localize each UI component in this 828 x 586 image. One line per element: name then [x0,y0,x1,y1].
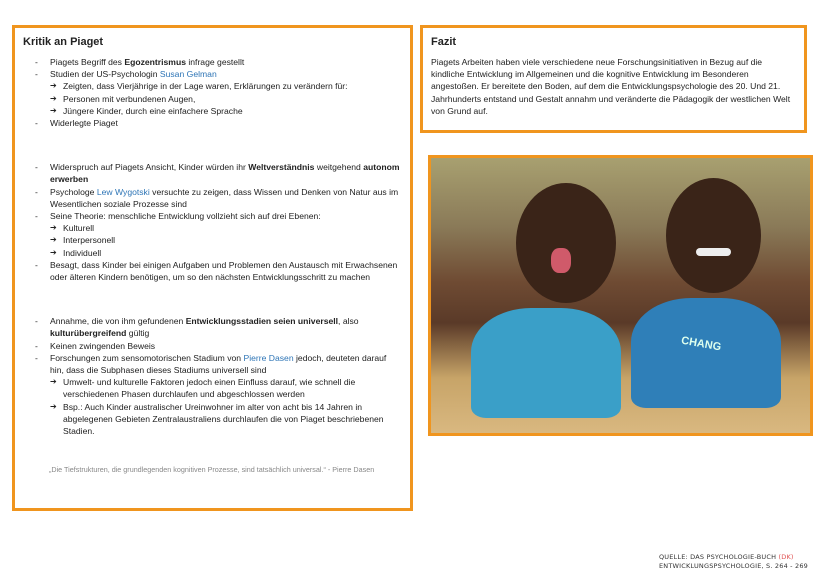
list-item: - Widerlegte Piaget [23,117,402,129]
arrow-item: ➔ Personen mit verbundenen Augen, [23,93,402,105]
fazit-panel [420,25,807,133]
fazit-text: Piagets Arbeiten haben viele verschiedene neue Forschungsinitiativen in Bezug auf die kindliche Entwicklung im Allgemeinen und die kognitive Entwicklung im Besonderen angestoßen. Er bereitete den Boden, auf dem die Entwicklungspsychologie des 20. Und 21. Jahrhunderts entstand und Gestalt annahm und veränderte die Pädagogik der westlichen Welt von Grund auf. [431,57,791,116]
quote: „Die Tiefstrukturen, die grundlegenden kognitiven Prozesse, sind tatsächlich universal.“ - Pierre Dasen [49,465,375,475]
section-universality [23,315,402,437]
shirt-right: CHANG [631,298,781,408]
tongue [551,248,571,273]
list-item: - Keinen zwingenden Beweis [23,340,402,352]
list-item: - Annahme, die von ihm gefundenen Entwicklungsstadien seien universell, also kulturübergreifend gültig [23,315,402,339]
list-item: - Studien der US-Psychologin Susan Gelman [23,68,402,80]
list-item: - Piagets Begriff des Egozentrismus infrage gestellt [23,56,402,68]
list-item: - Psychologe Lew Wygotski versuchte zu zeigen, dass Wissen und Denken von Natur aus im Wesentlichen soziale Prozesse sind [23,186,402,210]
name-link: Susan Gelman [159,69,217,80]
source-note: QUELLE: DAS PSYCHOLOGIE-BUCH (DK) ENTWICKLUNGSPSYCHOLOGIE, S. 264 - 269 [658,553,808,570]
name-link: Lew Wygotski [96,186,150,197]
children-photo [428,155,813,436]
arrow-item: ➔ Umwelt- und kulturelle Faktoren jedoch einen Einfluss darauf, wie schnell die verschiedenen Phasen durchlaufen und abgeschlossen werden [23,376,402,400]
list-item: - Widerspruch auf Piagets Ansicht, Kinder würden ihr Weltverständnis weitgehend autonom erwerben [23,161,402,185]
shirt-left [471,308,621,418]
list-item: - Besagt, dass Kinder bei einigen Aufgaben und Problemen den Austausch mit Erwachsenen oder älteren Kindern benötigen, um so den nächsten Entwicklungsschritt zu machen [23,259,402,283]
arrow-item: ➔ Individuell [23,247,402,259]
section-wygotski [23,161,402,283]
kritik-panel [12,25,413,511]
child-face-right [666,178,761,293]
arrow-item: ➔ Interpersonell [23,234,402,246]
arrow-item: ➔ Jüngere Kinder, durch eine einfachere Sprache [23,105,402,117]
section-egocentrism [23,56,402,129]
child-face-left [516,183,616,303]
panel-title: Kritik an Piaget [23,36,104,48]
arrow-item: ➔ Bsp.: Auch Kinder australischer Ureinwohner im alter von acht bis 14 Jahren in abgelegenen Gebieten Zentralaustraliens durchlaufen die von Piaget beschriebenen Stadien. [23,401,402,438]
panel-title: Fazit [431,36,457,48]
list-item: - Seine Theorie: menschliche Entwicklung vollzieht sich auf drei Ebenen: [23,210,402,222]
arrow-item: ➔ Zeigten, dass Vierjährige in der Lage waren, Erklärungen zu verändern für: [23,80,402,92]
arrow-item: ➔ Kulturell [23,222,402,234]
name-link: Pierre Dasen [243,352,294,363]
smile [696,248,731,256]
list-item: - Forschungen zum sensomotorischen Stadium von Pierre Dasen jedoch, deuteten darauf hin, dass die Subphasen dieses Stadiums universell sind [23,352,402,376]
